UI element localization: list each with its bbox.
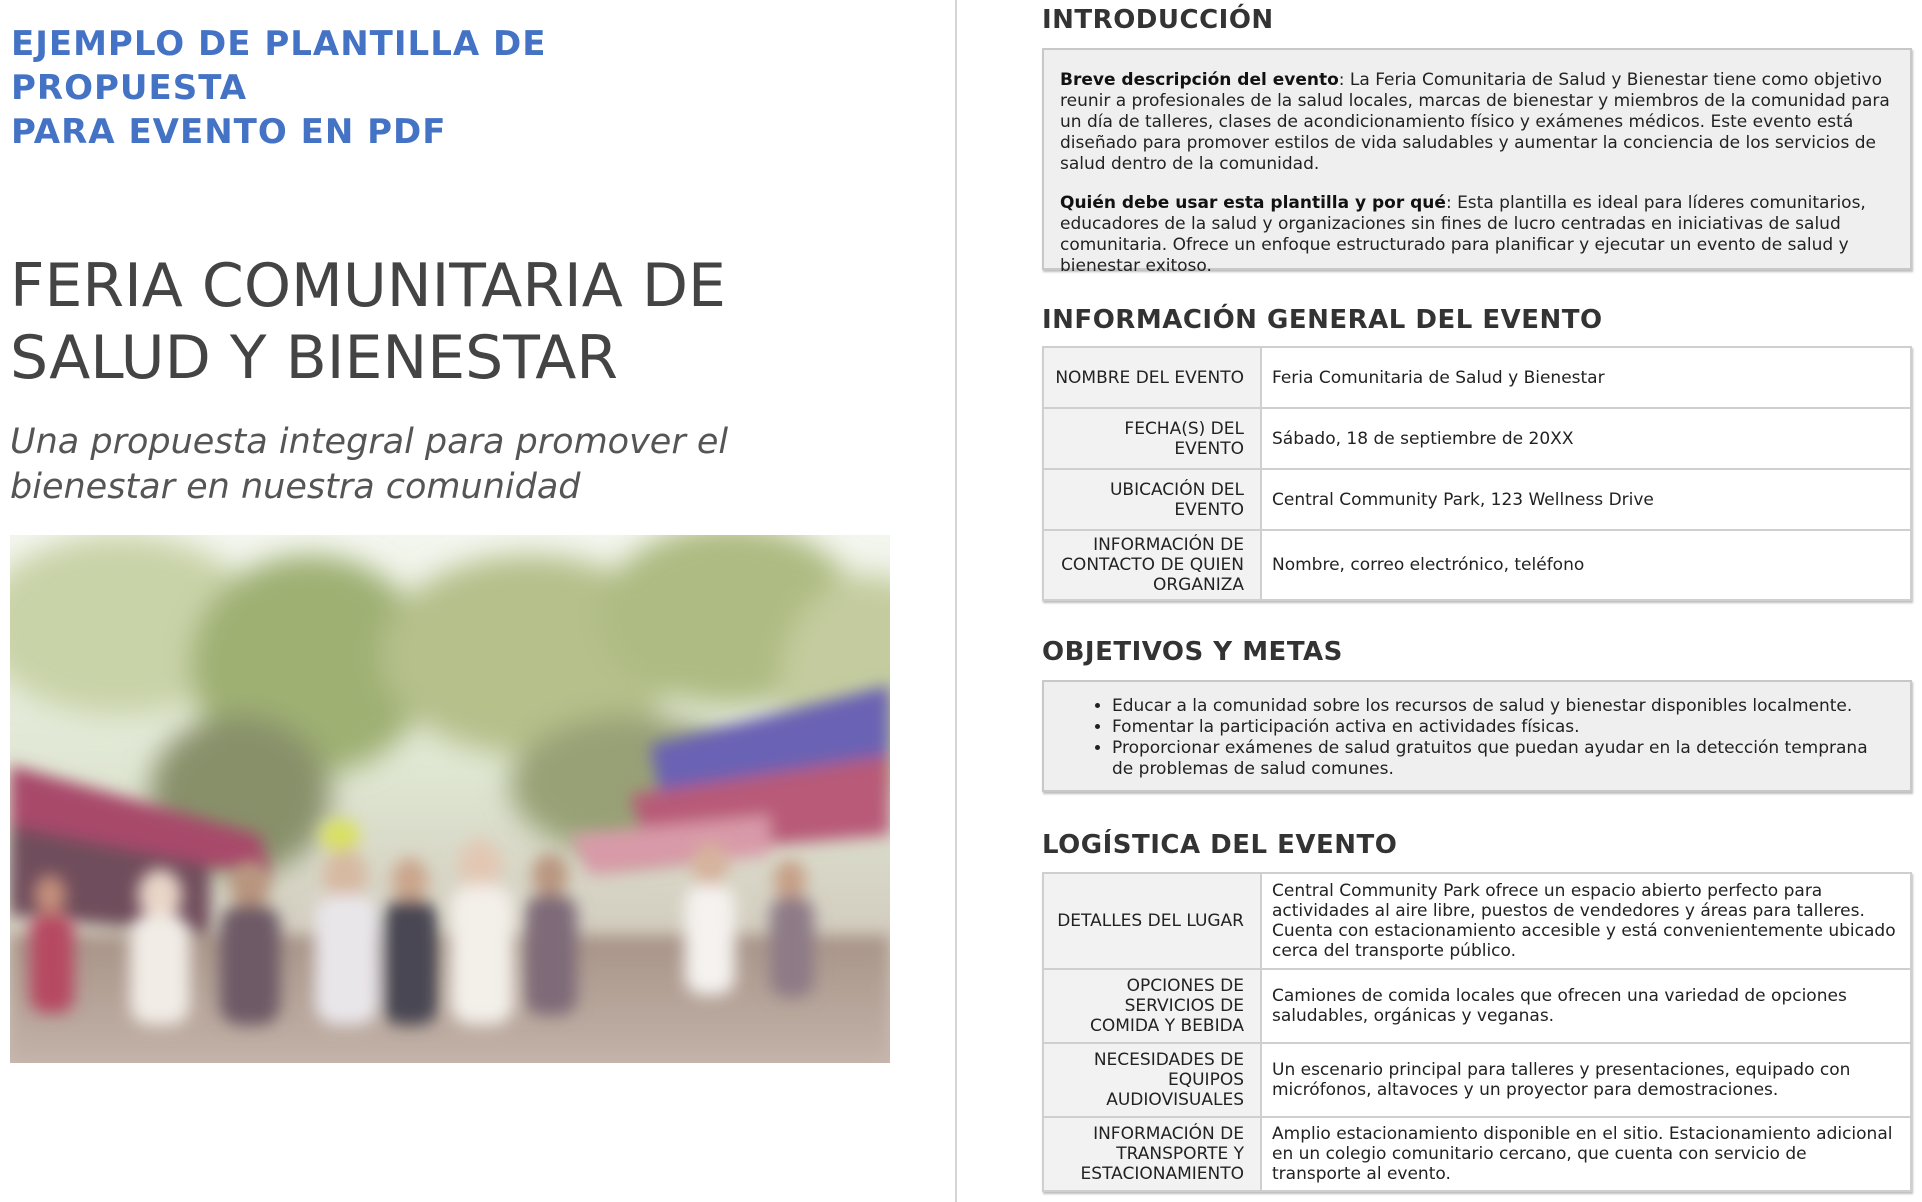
event-title-line-2: SALUD Y BIENESTAR — [10, 323, 618, 393]
transport-parking-value: Amplio estacionamiento disponible en el sitio. Estacionamiento adicional en un colegio comunitario cercano, que cuenta con servicio de transporte al evento. — [1261, 1117, 1911, 1191]
event-description-paragraph — [1060, 70, 1894, 175]
proposal-content-page — [1042, 0, 1917, 1202]
event-description-label: Breve descripción del evento — [1060, 70, 1339, 90]
event-location-label: UBICACIÓN DEL EVENTO — [1043, 469, 1261, 530]
event-overview-table — [1042, 346, 1912, 601]
document-type-line-2: PARA EVENTO EN PDF — [11, 112, 447, 152]
table-row — [1043, 347, 1911, 408]
photo-illustration — [10, 535, 890, 1063]
event-name-label: NOMBRE DEL EVENTO — [1043, 347, 1261, 408]
event-title-line-1: FERIA COMUNITARIA DE — [10, 251, 726, 321]
catering-options-label: OPCIONES DE SERVICIOS DE COMIDA Y BEBIDA — [1043, 969, 1261, 1043]
table-row — [1043, 469, 1911, 530]
table-row — [1043, 873, 1911, 969]
table-row — [1043, 408, 1911, 469]
event-description-text: : La Feria Comunitaria de Salud y Bienestar tiene como objetivo reunir a profesionales de la salud locales, marcas de bienestar y miembros de la comunidad para un día de talleres, clases de acondicionamiento físico y exámenes médicos. Este evento está diseñado para promover estilos de vida saludables y aumentar la conciencia de los servicios de salud dentro de la comunidad. — [1060, 70, 1890, 174]
organizer-contact-label: INFORMACIÓN DE CONTACTO DE QUIEN ORGANIZA — [1043, 530, 1261, 600]
page-divider — [955, 0, 957, 1202]
organizer-contact-value: Nombre, correo electrónico, teléfono — [1261, 530, 1911, 600]
list-item: • Educar a la comunidad sobre los recursos de salud y bienestar disponibles localmente. — [1112, 696, 1894, 717]
event-dates-label: FECHA(S) DEL EVENTO — [1043, 408, 1261, 469]
av-needs-label: NECESIDADES DE EQUIPOS AUDIOVISUALES — [1043, 1043, 1261, 1117]
event-subtitle — [10, 420, 910, 510]
transport-parking-label: INFORMACIÓN DE TRANSPORTE Y ESTACIONAMIENTO — [1043, 1117, 1261, 1191]
cover-page — [0, 0, 955, 1202]
event-dates-value: Sábado, 18 de septiembre de 20XX — [1261, 408, 1911, 469]
event-title — [10, 250, 910, 394]
list-item: • Fomentar la participación activa en actividades físicas. — [1112, 717, 1894, 738]
event-subtitle-line-1: Una propuesta integral para promover el — [10, 422, 729, 462]
goals-box — [1042, 680, 1912, 792]
event-overview-heading: INFORMACIÓN GENERAL DEL EVENTO — [1042, 305, 1603, 335]
av-needs-value: Un escenario principal para talleres y presentaciones, equipado con micrófonos, altavoces y un proyector para demostraciones. — [1261, 1043, 1911, 1117]
event-location-value: Central Community Park, 123 Wellness Drive — [1261, 469, 1911, 530]
introduction-box — [1042, 48, 1912, 276]
list-item: • Proporcionar exámenes de salud gratuitos que puedan ayudar en la detección temprana de problemas de salud comunes. — [1112, 738, 1894, 780]
goals-heading: OBJETIVOS Y METAS — [1042, 637, 1343, 667]
table-row — [1043, 1043, 1911, 1117]
venue-details-value: Central Community Park ofrece un espacio abierto perfecto para actividades al aire libre, puestos de vendedores y áreas para talleres. Cuenta con estacionamiento accesible y está convenientemente ubicado cerca del transporte público. — [1261, 873, 1911, 969]
goals-list — [1060, 696, 1894, 780]
logistics-heading: LOGÍSTICA DEL EVENTO — [1042, 830, 1398, 860]
table-row — [1043, 1117, 1911, 1191]
introduction-heading: INTRODUCCIÓN — [1042, 5, 1274, 35]
template-audience-text: : Esta plantilla es ideal para líderes comunitarios, educadores de la salud y organizaciones sin fines de lucro centradas en iniciativas de salud comunitaria. Ofrece un enfoque estructurado para planificar y ejecutar un evento de salud y bienestar exitoso. — [1060, 193, 1866, 276]
event-name-value: Feria Comunitaria de Salud y Bienestar — [1261, 347, 1911, 408]
venue-details-label: DETALLES DEL LUGAR — [1043, 873, 1261, 969]
blurred-street-fair-photo — [10, 535, 890, 1063]
template-audience-paragraph — [1060, 193, 1894, 277]
event-logistics-table — [1042, 872, 1912, 1192]
template-audience-label: Quién debe usar esta plantilla y por qué — [1060, 193, 1446, 213]
document-type-label — [11, 22, 731, 154]
event-subtitle-line-2: bienestar en nuestra comunidad — [10, 467, 581, 507]
table-row — [1043, 530, 1911, 600]
catering-options-value: Camiones de comida locales que ofrecen una variedad de opciones saludables, orgánicas y veganas. — [1261, 969, 1911, 1043]
table-row — [1043, 969, 1911, 1043]
document-type-line-1: EJEMPLO DE PLANTILLA DE PROPUESTA — [11, 24, 547, 108]
